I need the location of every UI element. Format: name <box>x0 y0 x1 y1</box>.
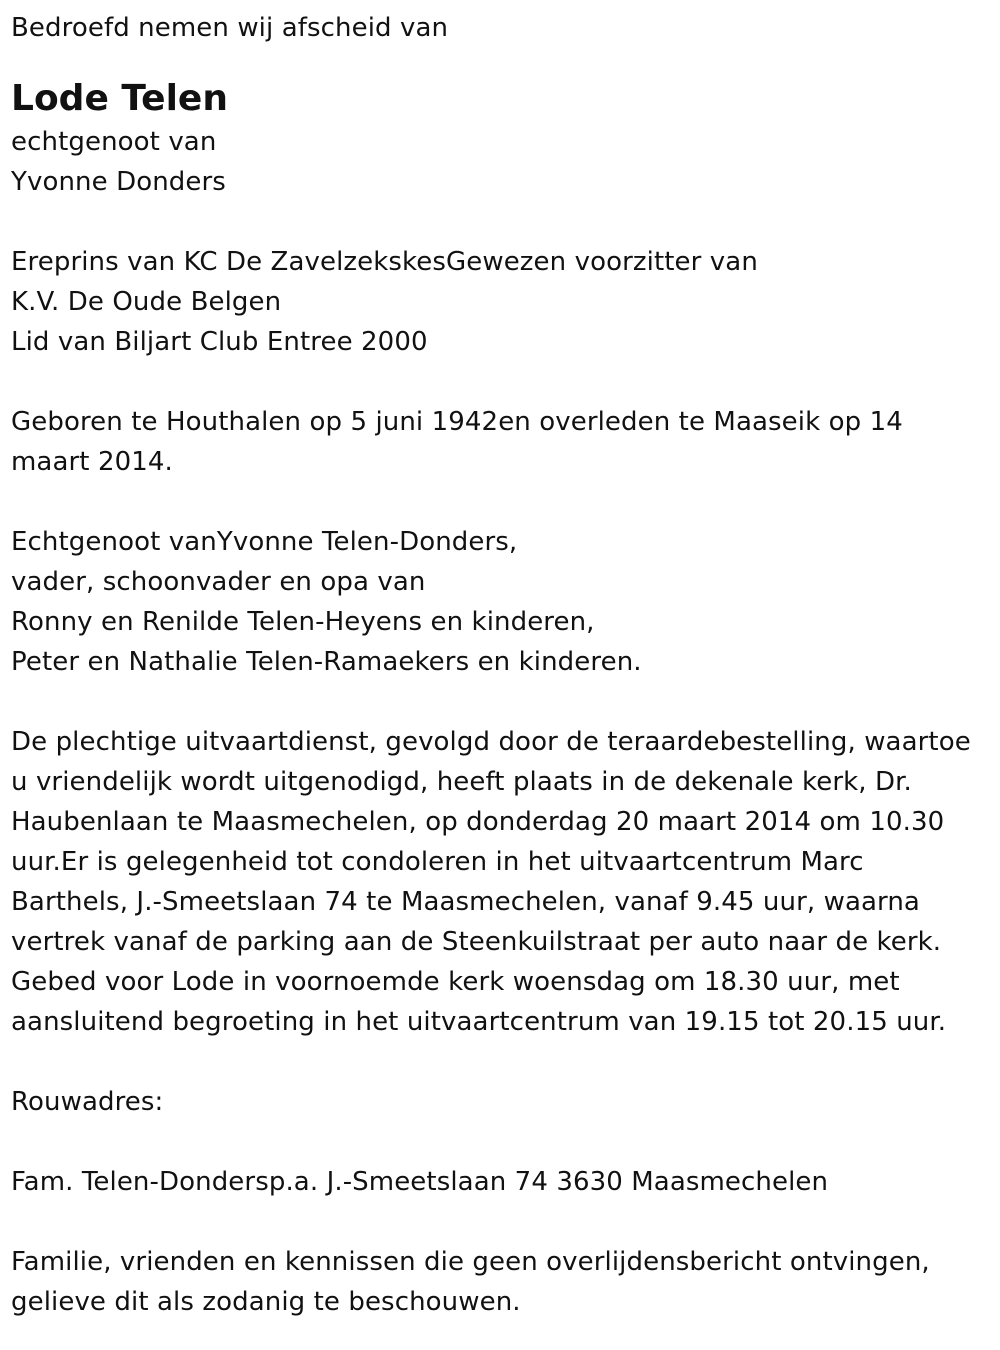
family-line: Echtgenoot vanYvonne Telen-Donders, <box>11 527 518 557</box>
service-line: Haubenlaan te Maasmechelen, op donderdag 20 maart 2014 om 10.30 <box>11 807 945 837</box>
spouse-intro: echtgenoot van <box>11 127 217 157</box>
family-line: Peter en Nathalie Telen-Ramaekers en kinderen. <box>11 647 642 677</box>
family-block <box>11 522 988 682</box>
spacer <box>11 1202 988 1242</box>
service-line: u vriendelijk wordt uitgenodigd, heeft plaats in de dekenale kerk, Dr. <box>11 767 912 797</box>
spouse-name: Yvonne Donders <box>11 167 226 197</box>
mourning-address-label: Rouwadres: <box>11 1087 164 1117</box>
closing-line: Familie, vrienden en kennissen die geen overlijdensbericht ontvingen, <box>11 1247 930 1277</box>
birth-death-line: Geboren te Houthalen op 5 juni 1942en overleden te Maaseik op 14 <box>11 407 903 437</box>
service-line: uur.Er is gelegenheid tot condoleren in het uitvaartcentrum Marc <box>11 847 864 877</box>
family-line: vader, schoonvader en opa van <box>11 567 426 597</box>
service-line: aansluitend begroeting in het uitvaartcentrum van 19.15 tot 20.15 uur. <box>11 1007 947 1037</box>
service-line: vertrek vanaf de parking aan de Steenkuilstraat per auto naar de kerk. <box>11 927 942 957</box>
birth-death-line: maart 2014. <box>11 447 173 477</box>
spacer <box>11 1122 988 1162</box>
service-line: Gebed voor Lode in voornoemde kerk woensdag om 18.30 uur, met <box>11 967 900 997</box>
service-line: Barthels, J.-Smeetslaan 74 te Maasmechelen, vanaf 9.45 uur, waarna <box>11 887 920 917</box>
role-line: Ereprins van KC De ZavelzekskesGewezen voorzitter van <box>11 247 758 277</box>
role-line: K.V. De Oude Belgen <box>11 287 282 317</box>
birth-death-block <box>11 402 988 482</box>
closing-block <box>11 1242 988 1322</box>
spacer <box>11 1042 988 1082</box>
service-block <box>11 722 988 1042</box>
spacer <box>11 682 988 722</box>
service-line: De plechtige uitvaartdienst, gevolgd door de teraardebestelling, waartoe <box>11 727 971 757</box>
closing-line: gelieve dit als zodanig te beschouwen. <box>11 1287 521 1317</box>
spacer <box>11 362 988 402</box>
deceased-name: Lode Telen <box>11 78 228 119</box>
family-line: Ronny en Renilde Telen-Heyens en kinderen, <box>11 607 595 637</box>
roles-block <box>11 242 988 362</box>
mourning-address: Fam. Telen-Dondersp.a. J.-Smeetslaan 74 3630 Maasmechelen <box>11 1167 829 1197</box>
role-line: Lid van Biljart Club Entree 2000 <box>11 327 428 357</box>
spacer <box>11 482 988 522</box>
spacer <box>11 202 988 242</box>
intro-text: Bedroefd nemen wij afscheid van <box>11 13 449 43</box>
